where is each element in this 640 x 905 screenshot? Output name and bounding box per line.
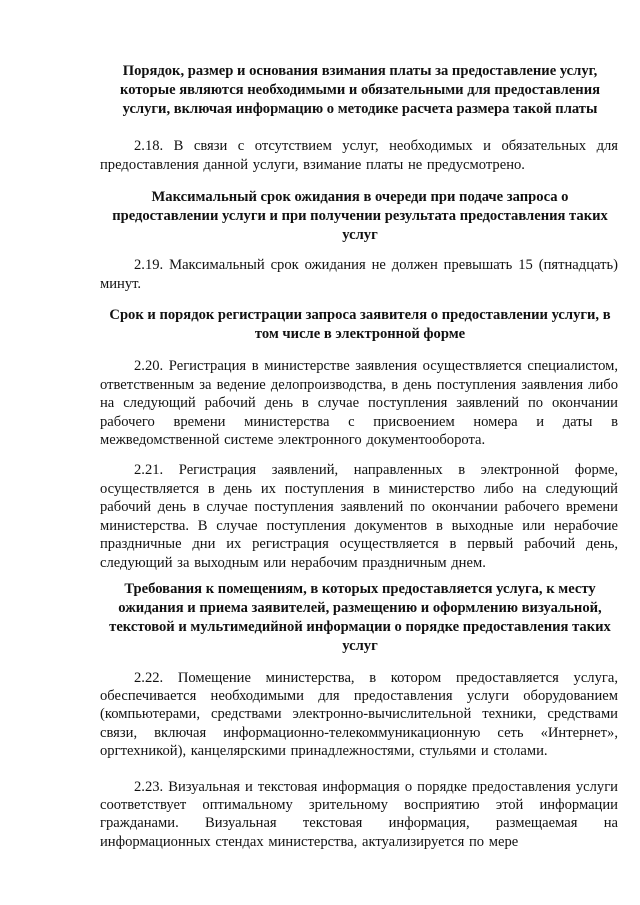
paragraph-2-22: 2.22. Помещение министерства, в котором предоставляется услуга, обеспечивается необходимыми для предоставления услуги оборудованием (компьютерами, средствами электронно-вычислительной техники, средствами связи, включая информационно-телекоммуникационную сеть «Интернет», оргтехникой), канцелярскими принадлежностями, стульями и столами. bbox=[100, 670, 618, 759]
paragraph-2-18: 2.18. В связи с отсутствием услуг, необходимых и обязательных для предоставления данной услуги, взимание платы не предусмотрено. bbox=[100, 138, 618, 173]
paragraph-2-21: 2.21. Регистрация заявлений, направленных в электронной форме, осуществляется в день их поступления в министерство либо на следующий рабочий день в случае поступления заявлений по окончании рабочего времени министерства. В случае поступления документов в выходные или нерабочие праздничные дни их регистрация осуществляется в первый рабочий день, следующий за выходным или нерабочим праздничным днем. bbox=[100, 462, 618, 571]
paragraph-2-23: 2.23. Визуальная и текстовая информация о порядке предоставления услуги соответствует оптимальному зрительному восприятию этой информации гражданами. Визуальная текстовая информация, размещаемая на информационных стендах министерства, актуализируется по мере bbox=[100, 779, 618, 850]
section-heading-queue-time: Максимальный срок ожидания в очереди при подаче запроса о предоставлении услуги и при получении результата предоставления таких услуг bbox=[112, 189, 608, 243]
section-heading-premises: Требования к помещениям, в которых предоставляется услуга, к месту ожидания и приема заявителей, размещению и оформлению визуальной, текстовой и мультимедийной информации о порядке предоставления таких услуг bbox=[109, 581, 611, 654]
section-heading-fees: Порядок, размер и основания взимания платы за предоставление услуг, которые являются необходимыми и обязательными для предоставления услуги, включая информацию о методике расчета размера такой платы bbox=[120, 63, 600, 117]
section-heading-registration: Срок и порядок регистрации запроса заявителя о предоставлении услуги, в том числе в электронной форме bbox=[109, 307, 611, 342]
paragraph-2-20: 2.20. Регистрация в министерстве заявления осуществляется специалистом, ответственным за ведение делопроизводства, в день поступления заявления либо на следующий рабочий день в случае поступления заявлений по окончании рабочего времени министерства с присвоением номера и даты в межведомственной системе электронного документооборота. bbox=[100, 358, 618, 449]
paragraph-2-19: 2.19. Максимальный срок ожидания не должен превышать 15 (пятнадцать) минут. bbox=[100, 257, 618, 292]
